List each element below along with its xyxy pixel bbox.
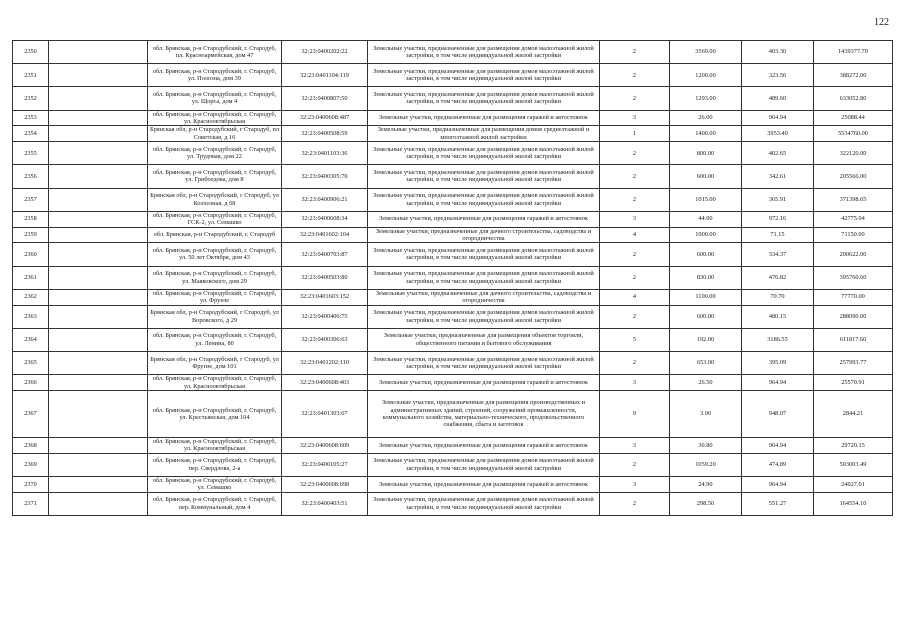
specific-value-cell: 476.82 [742, 266, 814, 289]
address-cell: обл. Брянская, р-н Стародубский, г. Стародуб, ул. Ленина, 80 [148, 328, 282, 351]
group-number-cell: 9 [600, 390, 670, 437]
group-number-cell: 3 [600, 476, 670, 492]
land-use-purpose-cell: Земельные участки, предназначенные для размещения домов малоэтажной жилой застройки, в том числе индивидуальной жилой застройки [368, 305, 600, 328]
address-cell: обл. Брянская, р-н Стародубский, г. Стародуб, ул. Краснооктябрьская [148, 375, 282, 391]
specific-value-cell: 402.65 [742, 142, 814, 165]
cadastral-value-cell: 77770.00 [814, 289, 893, 305]
address-cell: обл. Брянская, р-н Стародубский, г. Стародуб [148, 227, 282, 243]
address-cell: обл. Брянская, р-н Стародубский, г. Стародуб, пл. Красноармейская, дом 47 [148, 41, 282, 64]
land-use-purpose-cell: Земельные участки, предназначенные для размещения гаражей и автостоянок [368, 375, 600, 391]
specific-value-cell: 964.94 [742, 375, 814, 391]
blank-cell [49, 188, 148, 211]
area-cell: 1015.00 [670, 188, 742, 211]
area-cell: 3569.00 [670, 41, 742, 64]
area-cell: 192.00 [670, 328, 742, 351]
cadastral-value-cell: 24027.01 [814, 476, 893, 492]
group-number-cell: 2 [600, 266, 670, 289]
group-number-cell: 2 [600, 41, 670, 64]
blank-cell [49, 266, 148, 289]
land-use-purpose-cell: Земельные участки, предназначенные для размещения домов малоэтажной жилой застройки, в том числе индивидуальной жилой застройки [368, 243, 600, 266]
land-use-purpose-cell: Земельные участки, предназначенные для размещения домов малоэтажной жилой застройки, в том числе индивидуальной жилой застройки [368, 64, 600, 87]
land-use-purpose-cell: Земельные участки, предназначенные для размещения домов малоэтажной жилой застройки, в том числе индивидуальной жилой застройки [368, 351, 600, 374]
group-number-cell: 4 [600, 227, 670, 243]
cadastral-number-cell: 32:23:0400608:487 [282, 110, 368, 126]
table-row [13, 41, 893, 64]
land-use-purpose-cell: Земельные участки, предназначенные для размещения домов малоэтажной жилой застройки, в том числе индивидуальной жилой застройки [368, 165, 600, 188]
address-cell: обл. Брянская, р-н Стародубский, г. Стародуб, ул. Трудовая, дом 22 [148, 142, 282, 165]
cadastral-number-cell: 32:23:0400105:27 [282, 453, 368, 476]
land-use-purpose-cell: Земельные участки, предназначенные для размещения производственных и административных зданий, строений, сооружений промышленности, коммунального хозяйства, материально-технического, продовольственного снабжения, сбыта и заготовок [368, 390, 600, 437]
table-row [13, 227, 893, 243]
row-number-cell: 2350 [13, 41, 49, 64]
row-number-cell: 2370 [13, 476, 49, 492]
cadastral-value-cell: 42775.04 [814, 211, 893, 227]
row-number-cell: 2360 [13, 243, 49, 266]
land-use-purpose-cell: Земельные участки, предназначенные для размещения гаражей и автостоянок [368, 437, 600, 453]
address-cell: Брянская обл, р-н Стародубский, г Стародуб, пл Советская, д 16 [148, 126, 282, 142]
specific-value-cell: 964.94 [742, 110, 814, 126]
area-cell: 30.80 [670, 437, 742, 453]
specific-value-cell: 403.30 [742, 41, 814, 64]
table-row [13, 243, 893, 266]
area-cell: 830.00 [670, 266, 742, 289]
cadastral-value-cell: 503003.49 [814, 453, 893, 476]
cadastral-value-cell: 322120.00 [814, 142, 893, 165]
cadastral-value-cell: 164554.10 [814, 492, 893, 515]
cadastral-value-cell: 371398.65 [814, 188, 893, 211]
page-number: 122 [874, 17, 889, 28]
table-row [13, 289, 893, 305]
group-number-cell: 2 [600, 142, 670, 165]
blank-cell [49, 227, 148, 243]
row-number-cell: 2369 [13, 453, 49, 476]
specific-value-cell: 70.70 [742, 289, 814, 305]
table-row [13, 390, 893, 437]
cadastral-value-cell: 200622.00 [814, 243, 893, 266]
blank-cell [49, 243, 148, 266]
table-row [13, 126, 893, 142]
row-number-cell: 2363 [13, 305, 49, 328]
specific-value-cell: 3186.55 [742, 328, 814, 351]
specific-value-cell: 964.94 [742, 437, 814, 453]
row-number-cell: 2364 [13, 328, 49, 351]
blank-cell [49, 453, 148, 476]
blank-cell [49, 87, 148, 110]
address-cell: обл. Брянская, р-н Стародубский, г. Стародуб, ул. Грибоедова, дом 8 [148, 165, 282, 188]
area-cell: 44.00 [670, 211, 742, 227]
specific-value-cell: 334.37 [742, 243, 814, 266]
address-cell: Брянская обл, р-н Стародубский, г Стародуб, ул Колхозная, д 68 [148, 188, 282, 211]
table-row [13, 305, 893, 328]
address-cell: обл. Брянская, р-н Стародубский, г. Стародуб, ул. Маяковского, дом 29 [148, 266, 282, 289]
area-cell: 1200.00 [670, 64, 742, 87]
area-cell: 1059.20 [670, 453, 742, 476]
blank-cell [49, 476, 148, 492]
cadastral-number-cell: 32:23:0400403:51 [282, 492, 368, 515]
address-cell: обл. Брянская, р-н Стародубский, г. Стародуб, ул. Краснооктябрьская [148, 110, 282, 126]
group-number-cell: 2 [600, 351, 670, 374]
cadastral-value-cell: 2844.21 [814, 390, 893, 437]
cadastral-value-cell: 5534760.00 [814, 126, 893, 142]
specific-value-cell: 365.91 [742, 188, 814, 211]
cadastral-number-cell: 32:23:0400608:403 [282, 375, 368, 391]
cadastral-value-cell: 29720.15 [814, 437, 893, 453]
row-number-cell: 2352 [13, 87, 49, 110]
area-cell: 1400.00 [670, 126, 742, 142]
row-number-cell: 2359 [13, 227, 49, 243]
table-row [13, 64, 893, 87]
land-use-purpose-cell: Земельные участки, предназначенные для размещения гаражей и автостоянок [368, 110, 600, 126]
specific-value-cell: 323.56 [742, 64, 814, 87]
blank-cell [49, 375, 148, 391]
cadastral-value-cell: 71150.00 [814, 227, 893, 243]
cadastral-value-cell: 611817.60 [814, 328, 893, 351]
land-use-purpose-cell: Земельные участки, предназначенные для размещения домов малоэтажной жилой застройки, в том числе индивидуальной жилой застройки [368, 142, 600, 165]
area-cell: 26.50 [670, 375, 742, 391]
specific-value-cell: 489.60 [742, 87, 814, 110]
cadastral-number-cell: 32:23:0400305:70 [282, 165, 368, 188]
cadastral-value-cell: 633052.80 [814, 87, 893, 110]
cadastral-value-cell: 257993.77 [814, 351, 893, 374]
blank-cell [49, 126, 148, 142]
group-number-cell: 2 [600, 64, 670, 87]
land-use-purpose-cell: Земельные участки, предназначенные для размещения гаражей и автостоянок [368, 476, 600, 492]
table-row [13, 437, 893, 453]
row-number-cell: 2356 [13, 165, 49, 188]
blank-cell [49, 142, 148, 165]
table-row [13, 351, 893, 374]
blank-cell [49, 211, 148, 227]
cadastral-number-cell: 32:23:0400807:50 [282, 87, 368, 110]
row-number-cell: 2365 [13, 351, 49, 374]
specific-value-cell: 395.09 [742, 351, 814, 374]
cadastral-number-cell: 32:23:0400306:63 [282, 328, 368, 351]
address-cell: обл. Брянская, р-н Стародубский, г. Стародуб, пер. Коммунальный, дом 4 [148, 492, 282, 515]
area-cell: 24.90 [670, 476, 742, 492]
specific-value-cell: 342.61 [742, 165, 814, 188]
group-number-cell: 3 [600, 211, 670, 227]
group-number-cell: 5 [600, 328, 670, 351]
row-number-cell: 2371 [13, 492, 49, 515]
row-number-cell: 2361 [13, 266, 49, 289]
specific-value-cell: 948.07 [742, 390, 814, 437]
cadastral-number-cell: 32:23:0400608:698 [282, 476, 368, 492]
address-cell: обл. Брянская, р-н Стародубский, г. Стародуб, ул. Щорса, дом 4 [148, 87, 282, 110]
area-cell: 1100.00 [670, 289, 742, 305]
blank-cell [49, 289, 148, 305]
row-number-cell: 2367 [13, 390, 49, 437]
cadastral-number-cell: 32:23:0401104:119 [282, 64, 368, 87]
group-number-cell: 2 [600, 453, 670, 476]
address-cell: Брянская обл, р-н Стародубский, г Стародуб, ул Воровского, д 29 [148, 305, 282, 328]
area-cell: 298.50 [670, 492, 742, 515]
table-row [13, 266, 893, 289]
land-use-purpose-cell: Земельные участки, предназначенные для размещения домов малоэтажной жилой застройки, в том числе индивидуальной жилой застройки [368, 492, 600, 515]
cadastral-value-cell: 395760.60 [814, 266, 893, 289]
blank-cell [49, 110, 148, 126]
table-row [13, 188, 893, 211]
land-use-purpose-cell: Земельные участки, предназначенные для размещения домов малоэтажной жилой застройки, в том числе индивидуальной жилой застройки [368, 453, 600, 476]
cadastral-value-cell: 288090.00 [814, 305, 893, 328]
blank-cell [49, 390, 148, 437]
land-use-purpose-cell: Земельные участки, предназначенные для размещения объектов торговли, общественного питания и бытового обслуживания [368, 328, 600, 351]
area-cell: 600.00 [670, 243, 742, 266]
row-number-cell: 2351 [13, 64, 49, 87]
area-cell: 26.00 [670, 110, 742, 126]
land-use-purpose-cell: Земельные участки, предназначенные для размещения домов среднеэтажной и многоэтажной жилой застройки [368, 126, 600, 142]
area-cell: 1293.00 [670, 87, 742, 110]
land-use-purpose-cell: Земельные участки, предназначенные для размещения домов малоэтажной жилой застройки, в том числе индивидуальной жилой застройки [368, 188, 600, 211]
row-number-cell: 2358 [13, 211, 49, 227]
table-row [13, 492, 893, 515]
address-cell: обл. Брянская, р-н Стародубский, г. Стародуб, ул. Фрунзе [148, 289, 282, 305]
blank-cell [49, 64, 148, 87]
blank-cell [49, 305, 148, 328]
cadastral-value-cell: 205566.00 [814, 165, 893, 188]
land-register-table [12, 40, 893, 516]
address-cell: обл. Брянская, р-н Стародубский, г. Стародуб, ул. Крестьянская, дом 104 [148, 390, 282, 437]
area-cell: 600.00 [670, 165, 742, 188]
group-number-cell: 2 [600, 165, 670, 188]
table-row [13, 375, 893, 391]
address-cell: обл. Брянская, р-н Стародубский, г. Стародуб, ГСК-2, ул. Семашко [148, 211, 282, 227]
table-body [13, 41, 893, 516]
blank-cell [49, 328, 148, 351]
address-cell: обл. Брянская, р-н Стародубский, г. Стародуб, ул. 50 лет Октября, дом 43 [148, 243, 282, 266]
specific-value-cell: 964.94 [742, 476, 814, 492]
cadastral-number-cell: 32:23:0401602:104 [282, 227, 368, 243]
specific-value-cell: 71.15 [742, 227, 814, 243]
table-row [13, 165, 893, 188]
table-row [13, 211, 893, 227]
cadastral-number-cell: 32:23:0400703:87 [282, 243, 368, 266]
area-cell: 1000.00 [670, 227, 742, 243]
land-use-purpose-cell: Земельные участки, предназначенные для размещения домов малоэтажной жилой застройки, в том числе индивидуальной жилой застройки [368, 266, 600, 289]
cadastral-number-cell: 32:23:0400608:34 [282, 211, 368, 227]
row-number-cell: 2357 [13, 188, 49, 211]
cadastral-number-cell: 32:23:0400202:22 [282, 41, 368, 64]
table-row [13, 110, 893, 126]
area-cell: 800.00 [670, 142, 742, 165]
specific-value-cell: 480.15 [742, 305, 814, 328]
cadastral-value-cell: 25088.44 [814, 110, 893, 126]
table-row [13, 87, 893, 110]
address-cell: обл. Брянская, р-н Стародубский, г. Стародуб, ул. Краснооктябрьская [148, 437, 282, 453]
table-row [13, 142, 893, 165]
row-number-cell: 2362 [13, 289, 49, 305]
row-number-cell: 2353 [13, 110, 49, 126]
cadastral-number-cell: 32:23:0400608:609 [282, 437, 368, 453]
area-cell: 600.00 [670, 305, 742, 328]
group-number-cell: 3 [600, 375, 670, 391]
blank-cell [49, 351, 148, 374]
cadastral-number-cell: 32:23:0400508:59 [282, 126, 368, 142]
specific-value-cell: 972.16 [742, 211, 814, 227]
table-row [13, 328, 893, 351]
row-number-cell: 2355 [13, 142, 49, 165]
cadastral-number-cell: 32:23:0401303:67 [282, 390, 368, 437]
specific-value-cell: 474.89 [742, 453, 814, 476]
area-cell: 653.00 [670, 351, 742, 374]
table-row [13, 476, 893, 492]
specific-value-cell: 551.27 [742, 492, 814, 515]
land-use-purpose-cell: Земельные участки, предназначенные для дачного строительства, садоводства и огородничества [368, 227, 600, 243]
group-number-cell: 1 [600, 126, 670, 142]
table-row [13, 453, 893, 476]
cadastral-value-cell: 25570.91 [814, 375, 893, 391]
address-cell: обл. Брянская, р-н Стародубский, г. Стародуб, ул. Семашко [148, 476, 282, 492]
cadastral-number-cell: 32:23:0401202:110 [282, 351, 368, 374]
group-number-cell: 4 [600, 289, 670, 305]
row-number-cell: 2354 [13, 126, 49, 142]
group-number-cell: 2 [600, 87, 670, 110]
cadastral-number-cell: 32:23:0400503:80 [282, 266, 368, 289]
group-number-cell: 3 [600, 110, 670, 126]
cadastral-number-cell: 32:23:0400906:21 [282, 188, 368, 211]
land-use-purpose-cell: Земельные участки, предназначенные для размещения домов малоэтажной жилой застройки, в том числе индивидуальной жилой застройки [368, 87, 600, 110]
blank-cell [49, 492, 148, 515]
blank-cell [49, 165, 148, 188]
group-number-cell: 3 [600, 437, 670, 453]
land-use-purpose-cell: Земельные участки, предназначенные для размещения гаражей и автостоянок [368, 211, 600, 227]
cadastral-value-cell: 388272.00 [814, 64, 893, 87]
cadastral-number-cell: 32:23:0401103:36 [282, 142, 368, 165]
land-use-purpose-cell: Земельные участки, предназначенные для размещения домов малоэтажной жилой застройки, в том числе индивидуальной жилой застройки [368, 41, 600, 64]
group-number-cell: 2 [600, 492, 670, 515]
group-number-cell: 2 [600, 188, 670, 211]
address-cell: Брянская обл, р-н Стародубский, г Стародуб, ул Фрунзе, дом 101 [148, 351, 282, 374]
group-number-cell: 2 [600, 305, 670, 328]
address-cell: обл. Брянская, р-н Стародубский, г. Стародуб, пер. Свердлова, 2-а [148, 453, 282, 476]
group-number-cell: 2 [600, 243, 670, 266]
cadastral-value-cell: 1439377.70 [814, 41, 893, 64]
row-number-cell: 2366 [13, 375, 49, 391]
land-use-purpose-cell: Земельные участки, предназначенные для дачного строительства, садоводства и огородничества [368, 289, 600, 305]
cadastral-number-cell: 32:23:0401603:152 [282, 289, 368, 305]
address-cell: обл. Брянская, р-н Стародубский, г. Стародуб, ул. Полозна, дом 39 [148, 64, 282, 87]
blank-cell [49, 437, 148, 453]
cadastral-number-cell: 32:23:0400406:75 [282, 305, 368, 328]
area-cell: 3.00 [670, 390, 742, 437]
row-number-cell: 2368 [13, 437, 49, 453]
blank-cell [49, 41, 148, 64]
specific-value-cell: 3953.40 [742, 126, 814, 142]
